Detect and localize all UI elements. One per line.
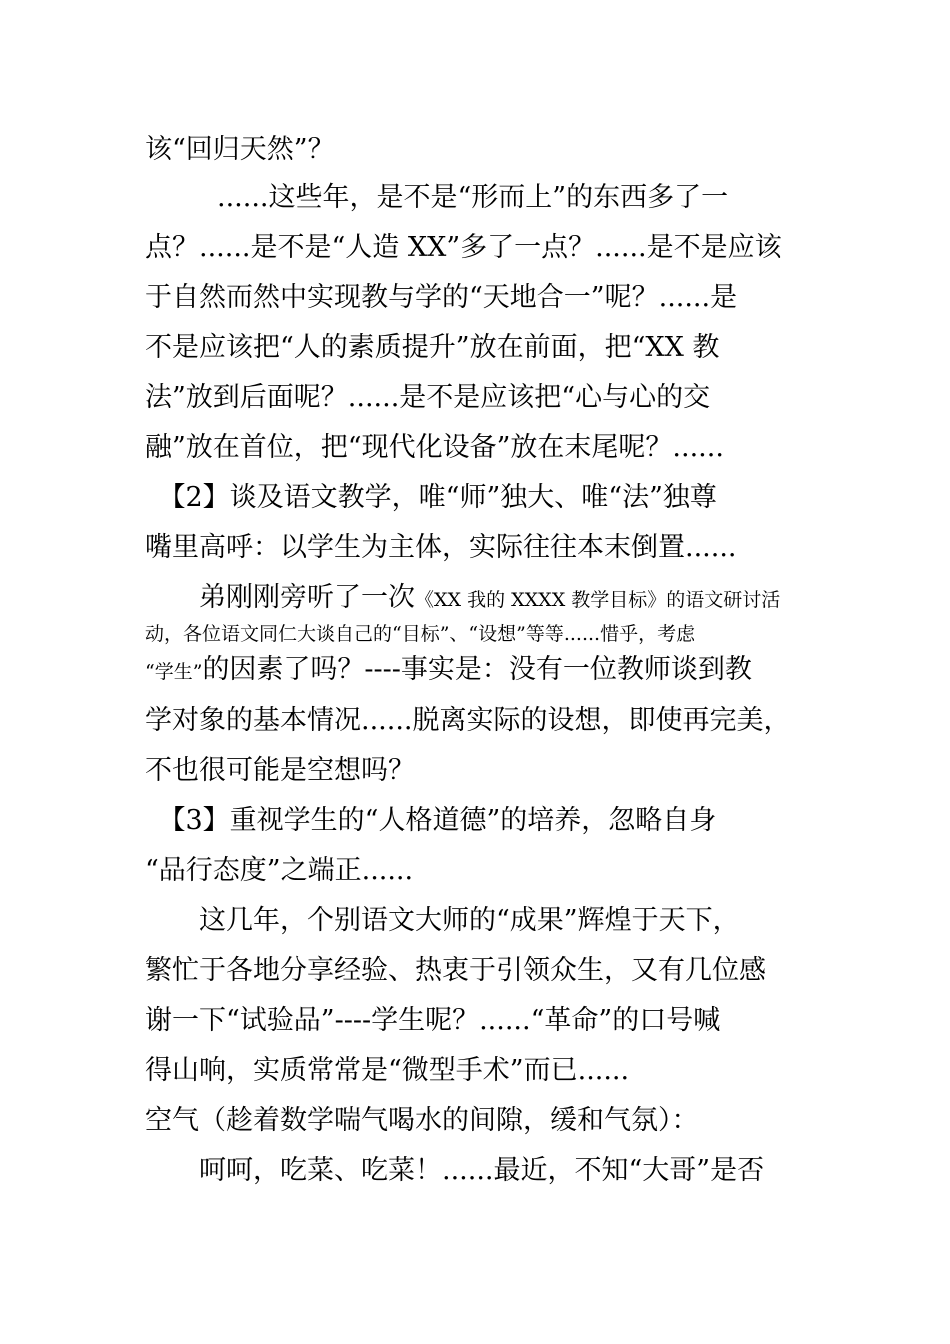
text-line-20: 得山响，实质常常是“微型手术”而已...... — [145, 1055, 630, 1086]
text-line-2: ......这些年，是不是“形而上”的东西多了一 — [163, 182, 729, 213]
text-line-6: 法”放到后面呢？......是不是应该把“心与心的交 — [145, 382, 711, 413]
text-line-4: 于自然而然中实现教与学的“天地合一”呢？......是 — [145, 282, 738, 313]
text-line-11: 动，各位语文同仁大谈自己的“目标”、“设想”等等......惜乎，考虑 — [145, 623, 696, 645]
paragraph-heading-2: 【2】谈及语文教学，唯“师”独大、唯“法”独尊 — [145, 482, 717, 513]
text-line-1: 该“回归天然”？ — [145, 134, 335, 165]
text-line-10 — [145, 574, 815, 622]
text-line-19: 谢一下“试验品”----学生呢？......“革命”的口号喊 — [145, 1005, 721, 1036]
text-line-12 — [145, 646, 815, 694]
text-line-10-start: 弟刚刚旁听了一次 — [145, 582, 415, 613]
text-line-13: 学对象的基本情况......脱离实际的设想，即使再完美， — [145, 705, 791, 736]
text-line-21: 空气（趁着数学喘气喝水的间隙，缓和气氛）： — [145, 1105, 699, 1136]
text-line-9: 嘴里高呼：以学生为主体，实际往往本末倒置...... — [145, 532, 737, 563]
text-line-5: 不是应该把“人的素质提升”放在前面，把“XX 教 — [145, 332, 720, 363]
text-line-17: 这几年，个别语文大师的“成果”辉煌于天下， — [145, 905, 740, 936]
paragraph-heading-3: 【3】重视学生的“人格道德”的培养，忽略自身 — [145, 805, 717, 836]
text-line-3: 点？......是不是“人造 XX”多了一点？......是不是应该 — [145, 232, 782, 263]
text-line-18: 繁忙于各地分享经验、热衷于引领众生，又有几位感 — [145, 955, 766, 986]
text-line-22: 呵呵，吃菜、吃菜！......最近，不知“大哥”是否 — [145, 1155, 765, 1186]
text-line-12-rest: 的因素了吗？----事实是：没有一位教师谈到教 — [202, 654, 752, 685]
text-line-12-start: “学生” — [145, 661, 203, 683]
text-line-10-title: 《XX 我的 XXXX 教学目标》的语文研讨活 — [415, 589, 781, 611]
text-line-14: 不也很可能是空想吗？ — [145, 755, 415, 786]
text-line-7: 融”放在首位，把“现代化设备”放在末尾呢？...... — [145, 432, 724, 463]
text-line-16: “品行态度”之端正...... — [145, 855, 414, 886]
